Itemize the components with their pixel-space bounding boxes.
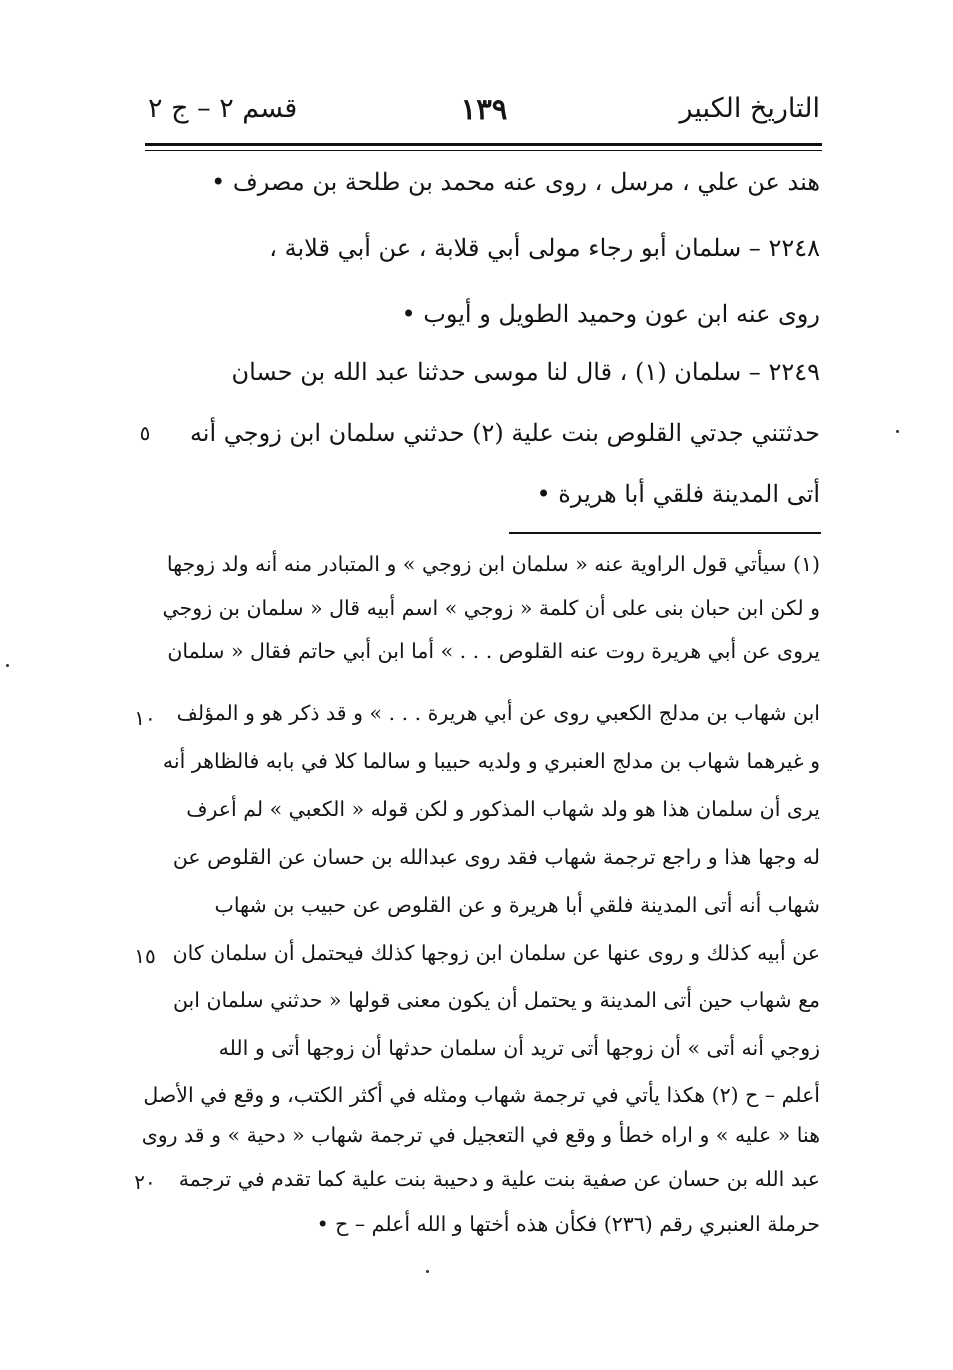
footnote-line: زوجي أنه أتى » أن زوجها أتى تريد أن سلمان حدثها أن زوجها أتى و الله <box>218 1036 820 1060</box>
footnote-line: هنا « عليه » و اراه خطأ و وقع في التعجيل في ترجمة شهاب « دحية » و قد روى <box>141 1123 820 1147</box>
margin-line-number: ٥ <box>139 421 151 445</box>
margin-line-number: ١٥ <box>134 944 156 968</box>
footnote-line: شهاب أنه أتى المدينة فلقي أبا هريرة و عن القلوص عن حبيب بن شهاب <box>214 893 820 917</box>
header-rule-thick <box>145 143 822 146</box>
footnote-line: حرملة العنبري رقم (٢٣٦) فكأن هذه أختها و الله أعلم – ح • <box>316 1212 820 1236</box>
footnote-line: أعلم – ح (٢) هكذا يأتي في ترجمة شهاب ومثله في أكثر الكتب، و وقع في الأصل <box>143 1083 820 1107</box>
margin-line-number: ١٠ <box>134 706 156 730</box>
entry-2248: ٢٢٤٨ – سلمان أبو رجاء مولى أبي قلابة ، عن أبي قلابة ، <box>269 234 820 262</box>
main-text-line: هند عن علي ، مرسل ، روى عنه محمد بن طلحة بن مصرف • <box>211 168 820 196</box>
page-number: ١٣٩ <box>460 92 508 126</box>
footnote-separator <box>509 532 821 534</box>
header-rule-thin <box>145 150 822 151</box>
entry-2249: ٢٢٤٩ – سلمان (١) ، قال لنا موسى حدثنا عبد الله بن حسان <box>231 358 820 386</box>
footnote-line: يرى أن سلمان هذا هو ولد شهاب المذكور و لكن قوله « الكعبي » لم أعرف <box>186 797 820 821</box>
footnote-line: عبد الله بن حسان عن صفية بنت علية و دحيبة بنت علية كما تقدم في ترجمة <box>178 1167 820 1191</box>
book-title: التاريخ الكبير <box>679 93 820 124</box>
footnote-line: و غيرهما شهاب بن مدلج العنبري و ولديه حبيبا و سالما كلا في بابه فالظاهر أنه <box>162 749 820 773</box>
running-head <box>148 86 820 132</box>
scan-speck <box>426 1270 429 1273</box>
footnote-line: مع شهاب حين أتى المدينة و يحتمل أن يكون معنى قولها « حدثني سلمان ابن <box>172 988 820 1012</box>
scan-speck <box>896 430 899 433</box>
footnote-line: ابن شهاب بن مدلج الكعبي روى عن أبي هريرة . . . » و قد ذكر هو و المؤلف <box>176 701 820 725</box>
main-text-line: روى عنه ابن عون وحميد الطويل و أيوب • <box>401 300 820 328</box>
volume-part: قسم ٢ – ج ٢ <box>148 93 298 124</box>
footnote-line: (١) سيأتي قول الراوية عنه « سلمان ابن زوجي » و المتبادر منه أنه ولد زوجها <box>166 552 820 576</box>
scan-speck <box>6 664 9 667</box>
footnote-line: عن أبيه كذلك و روى عنها عن سلمان ابن زوجها كذلك فيحتمل أن سلمان كان <box>172 941 820 965</box>
main-text-line: حدثتني جدتي القلوص بنت علية (٢) حدثني سلمان ابن زوجي أنه <box>189 419 820 447</box>
main-text-line: أتى المدينة فلقي أبا هريرة • <box>536 480 820 508</box>
footnote-line: و لكن ابن حبان بنى على أن كلمة « زوجي » اسم أبيه قال « سلمان بن زوجي <box>162 596 820 620</box>
margin-line-number: ٢٠ <box>134 1170 156 1194</box>
footnote-line: يروى عن أبي هريرة روت عنه القلوص . . . » أما ابن أبي حاتم فقال « سلمان <box>167 639 820 663</box>
footnote-line: له وجها هذا و راجع ترجمة شهاب فقد روى عبدالله بن حسان عن القلوص عن <box>172 845 820 869</box>
